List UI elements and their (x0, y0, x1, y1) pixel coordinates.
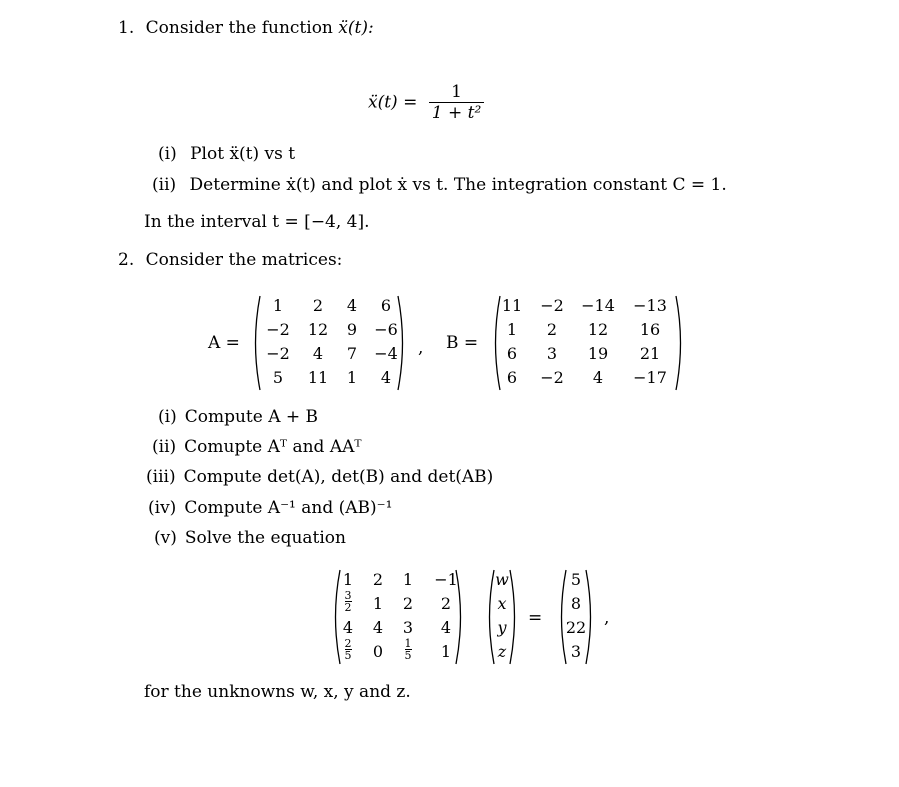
q2-heading (118, 250, 342, 270)
q2-part (152, 437, 362, 457)
rhs-vector-cell: 5 (570, 570, 582, 589)
matrix-b-right-paren (674, 294, 686, 392)
q1-heading (118, 18, 374, 38)
matrix-a-cell: 4 (346, 296, 358, 315)
matrix-a (250, 294, 408, 392)
matrix-b-cell: 4 (592, 368, 604, 387)
q1-equation-lhs: ẍ(t) = (368, 92, 418, 113)
unknowns-vector (484, 568, 520, 666)
matrix-b-cell: 21 (639, 344, 661, 363)
matrix-b-cell: 3 (546, 344, 558, 363)
q2-intro: Consider the matrices: (145, 250, 343, 270)
matrix-a-cell: 1 (346, 368, 358, 387)
coefficient-matrix-cell: 2 (440, 594, 452, 613)
q1-part-i-label: (i) (158, 144, 177, 164)
matrix-a-cell: 5 (272, 368, 284, 387)
q2-part-text: Compute det(A), det(B) and det(AB) (183, 467, 494, 487)
q2-part-label: (v) (154, 528, 177, 548)
matrix-b-cell: 2 (546, 320, 558, 339)
matrix-a-comma: , (418, 338, 424, 358)
coefficient-matrix-cell: 3 (402, 618, 414, 637)
coefficient-matrix-cell: 1 (402, 570, 414, 589)
q2-part (154, 528, 346, 548)
q1-part-i (158, 144, 295, 164)
q2-part-text: Compute A + B (184, 407, 319, 427)
coefficient-matrix-fraction: $\frac{1}{5}$ (404, 637, 412, 662)
q2-part (146, 467, 493, 487)
q2-part-label: (ii) (152, 437, 177, 457)
matrix-b-cell: −2 (540, 296, 564, 315)
matrix-b-cell: −17 (633, 368, 667, 387)
matrix-b (490, 294, 686, 392)
matrix-b-label: B = (446, 333, 479, 353)
matrix-a-cell: 1 (272, 296, 284, 315)
unknowns-vector-cell: x (497, 594, 507, 613)
q1-part-ii-text: Determine ẋ(t) and plot ẋ vs t. The integration constant C = 1. (189, 175, 727, 195)
coefficient-matrix-cell: 2 (402, 594, 414, 613)
rhs-vector-cell: 8 (570, 594, 582, 613)
q1-fn-symbol: ẍ(t): (338, 18, 374, 38)
q2-part-text: Compute A⁻¹ and (AB)⁻¹ (184, 498, 393, 518)
matrix-b-cell: 12 (587, 320, 609, 339)
matrix-a-cell: 6 (380, 296, 392, 315)
matrix-a-cell: −2 (266, 344, 290, 363)
matrix-b-cell: 16 (639, 320, 661, 339)
matrix-b-cell: 11 (501, 296, 523, 315)
q2-number: 2. (118, 250, 135, 270)
matrix-a-cell: −2 (266, 320, 290, 339)
rhs-vector-cell: 3 (570, 642, 582, 661)
matrix-b-cell: 6 (506, 368, 518, 387)
coefficient-matrix-cell: 1 (342, 570, 354, 589)
q1-part-ii (152, 175, 727, 195)
matrix-a-cell: 4 (312, 344, 324, 363)
q1-equation-denominator: 1 + t² (431, 103, 482, 123)
q1-equation-numerator: 1 (429, 82, 485, 103)
matrix-a-cell: 2 (312, 296, 324, 315)
coefficient-matrix-cell: 0 (372, 642, 384, 661)
matrix-b-cell: −14 (581, 296, 615, 315)
coefficient-matrix-cell: 1 (440, 642, 452, 661)
coefficient-matrix-fraction: $\frac{2}{5}$ (344, 637, 352, 662)
matrix-a-cell: 9 (346, 320, 358, 339)
coefficient-matrix (330, 568, 466, 666)
coefficient-matrix-fraction: $\frac{3}{2}$ (344, 589, 352, 614)
q2-part-label: (iii) (146, 467, 176, 487)
q2-part (158, 407, 318, 427)
matrix-b-cell: −2 (540, 368, 564, 387)
q1-part-i-text: Plot ẍ(t) vs t (190, 144, 296, 164)
unknowns-vector-cell: y (497, 618, 507, 637)
coefficient-matrix-cell: 1 (372, 594, 384, 613)
matrix-b-cell: 1 (506, 320, 518, 339)
q2-part-label: (i) (158, 407, 177, 427)
matrix-a-cell: 7 (346, 344, 358, 363)
q2-part-label: (iv) (148, 498, 177, 518)
coefficient-matrix-cell: 4 (342, 618, 354, 637)
q2-part-text: Solve the equation (184, 528, 346, 548)
q1-interval: In the interval t = [−4, 4]. (144, 212, 370, 232)
q2-part (148, 498, 392, 518)
matrix-b-cell: 19 (587, 344, 609, 363)
coefficient-matrix-cell: 2 (372, 570, 384, 589)
coefficient-matrix-cell: 4 (372, 618, 384, 637)
q1-equation (368, 82, 484, 123)
matrix-a-cell: −6 (374, 320, 398, 339)
matrix-a-label: A = (208, 333, 240, 353)
coefficient-matrix-cell (388, 638, 428, 661)
matrix-a-cell: −4 (374, 344, 398, 363)
q2-part-text: Comupte Aᵀ and AAᵀ (184, 437, 362, 457)
matrix-a-cell: 4 (380, 368, 392, 387)
rhs-vector (556, 568, 596, 666)
q1-equation-fraction (429, 82, 485, 123)
unknowns-vector-cell: w (495, 570, 509, 589)
matrix-b-cell: 6 (506, 344, 518, 363)
coefficient-matrix-cell: −1 (434, 570, 458, 589)
q1-part-ii-label: (ii) (152, 175, 177, 195)
matrix-b-cell: −13 (633, 296, 667, 315)
equation-equals: = (528, 608, 543, 628)
q1-intro: Consider the function (145, 18, 333, 38)
coefficient-matrix-cell: 4 (440, 618, 452, 637)
matrix-a-cell: 12 (307, 320, 329, 339)
rhs-vector-cell: 22 (565, 618, 587, 637)
equation-trailing-comma: , (604, 608, 610, 628)
q1-number: 1. (118, 18, 135, 38)
matrix-a-cell: 11 (307, 368, 329, 387)
q2-closing: for the unknowns w, x, y and z. (144, 682, 411, 702)
unknowns-vector-cell: z (497, 642, 507, 661)
